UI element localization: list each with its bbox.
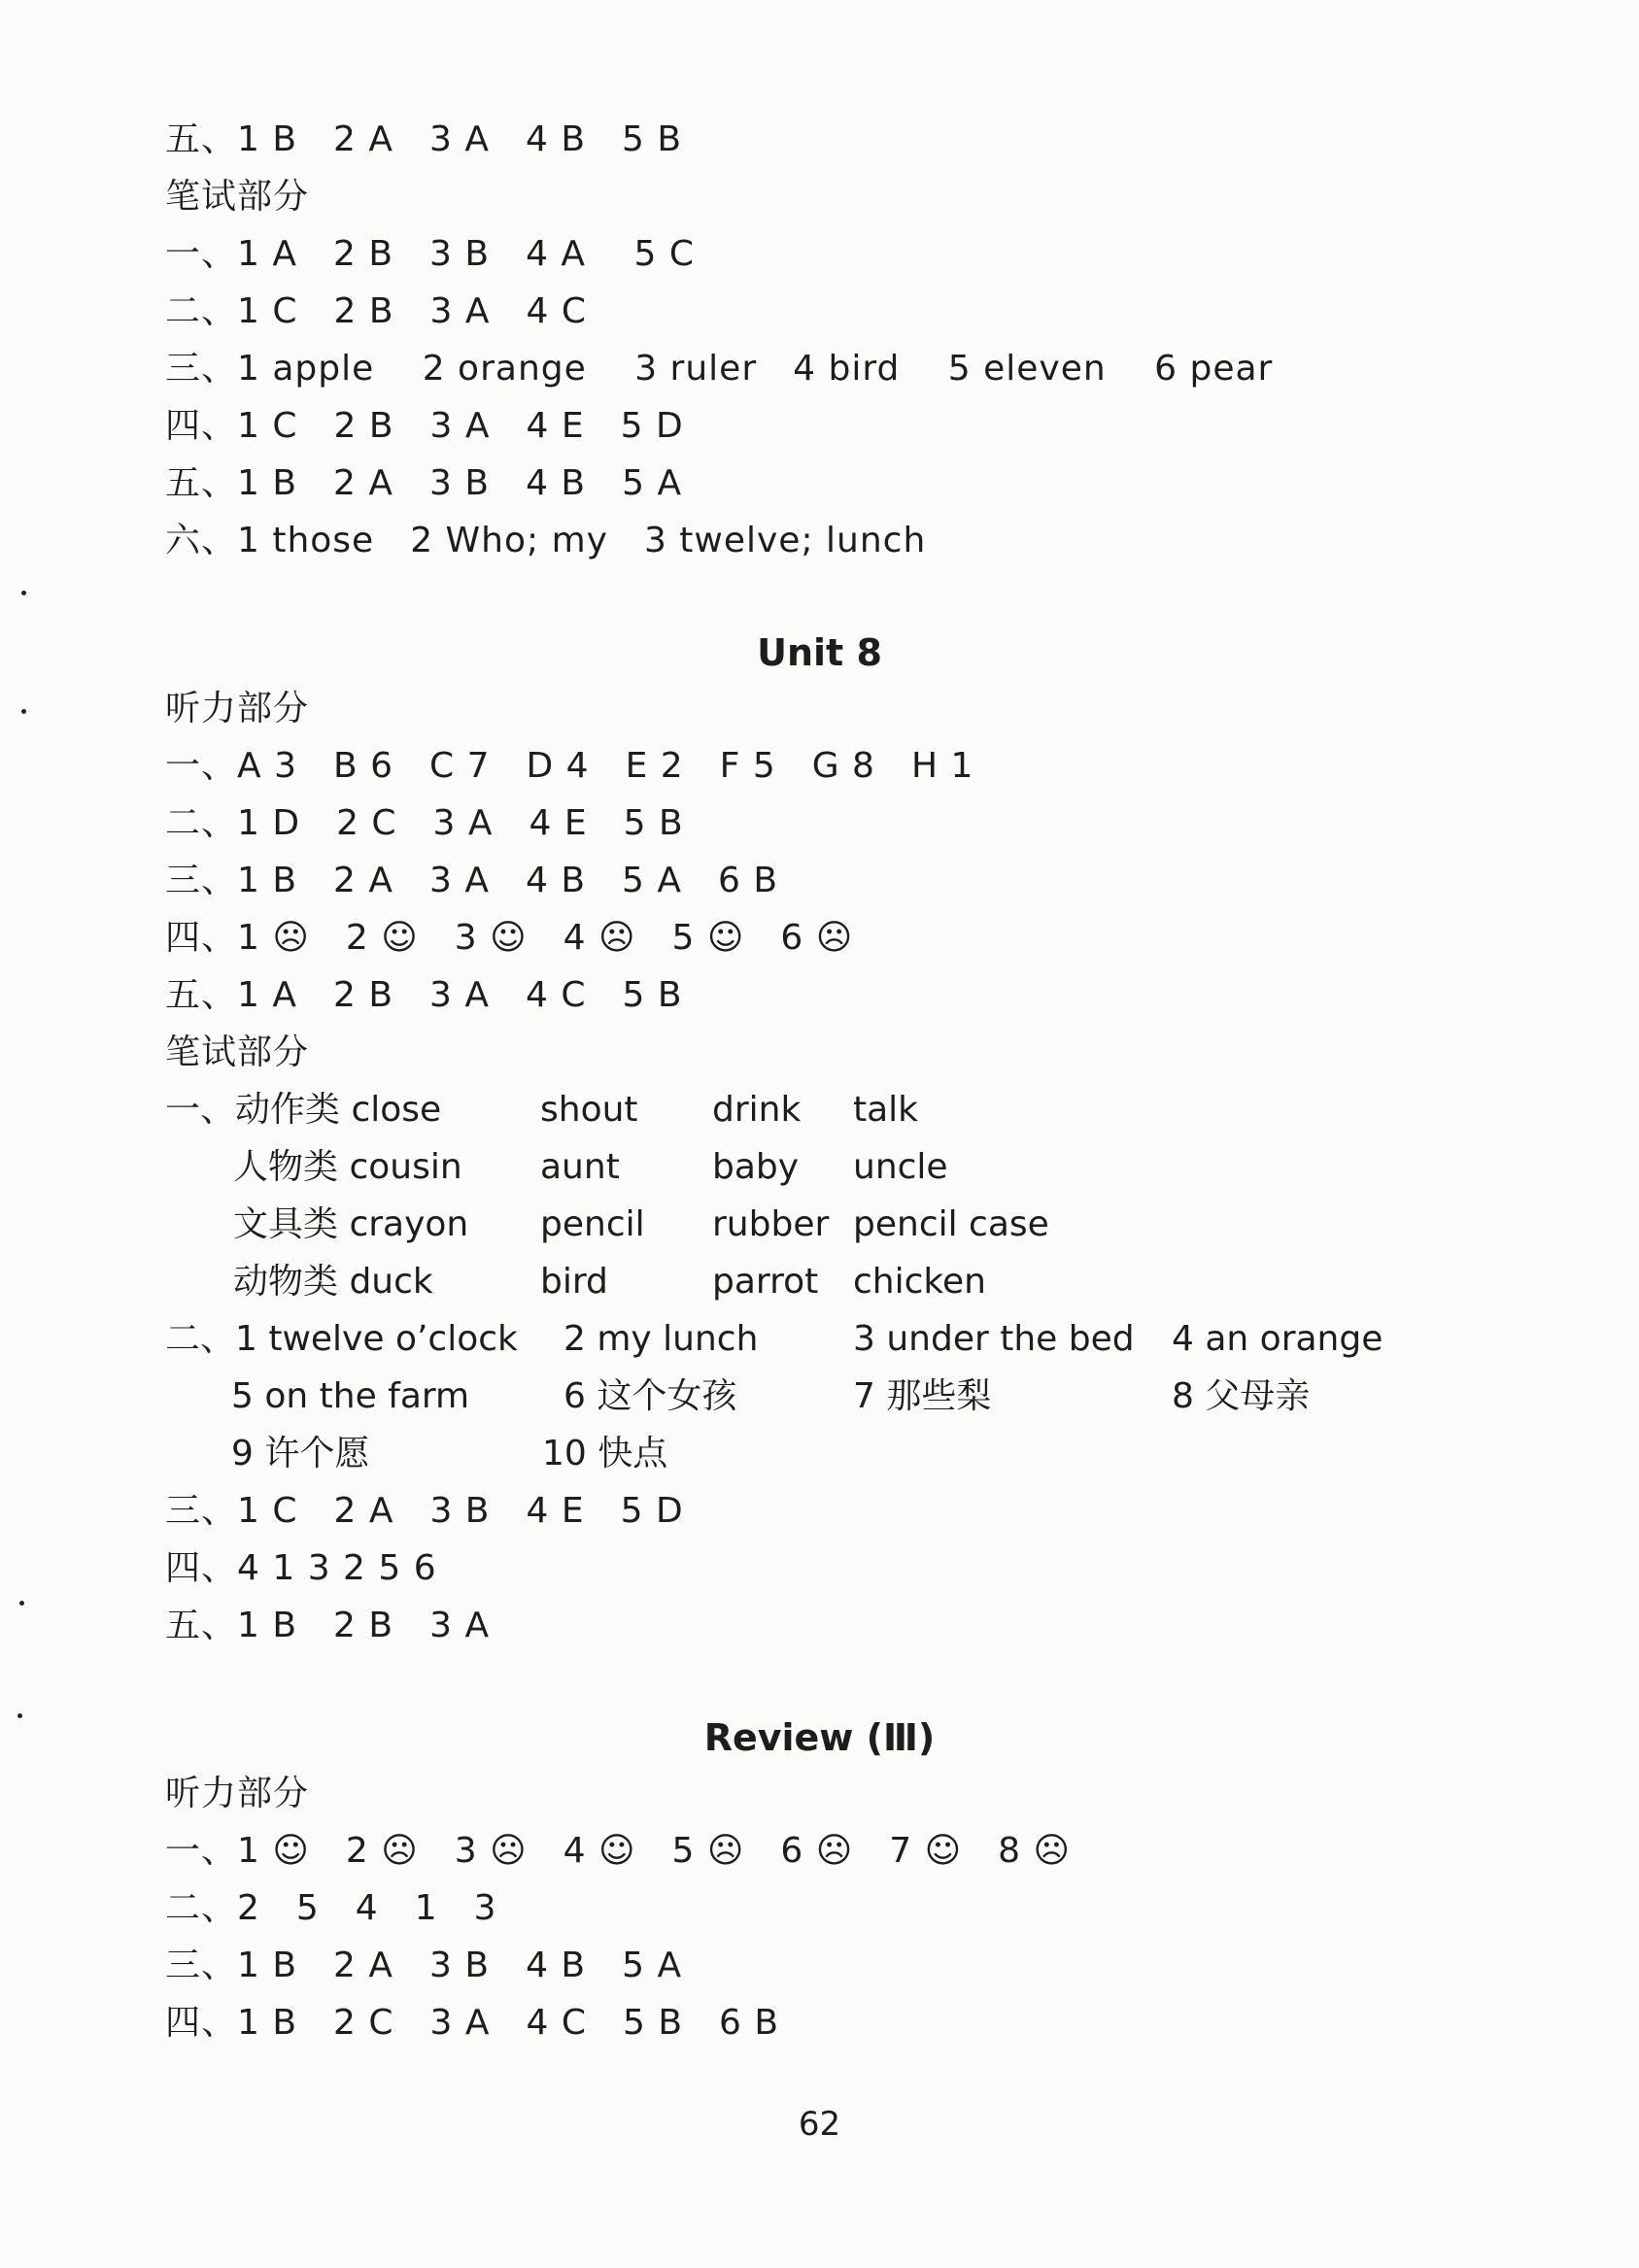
answer-line: 三、1 B 2 A 3 A 4 B 5 A 6 B xyxy=(165,861,779,900)
margin-mark xyxy=(17,1713,22,1718)
unit-heading: Unit 8 xyxy=(757,631,882,674)
phrase-answer: 9 许个愿 xyxy=(231,1434,370,1473)
table-cell: pencil case xyxy=(853,1204,1049,1244)
phrase-answer: 2 my lunch xyxy=(563,1319,759,1359)
phrase-answer: 二、1 twelve o’clock xyxy=(165,1319,518,1359)
table-cell: 人物类 cousin xyxy=(233,1147,462,1187)
table-cell: 一、动作类 close xyxy=(165,1090,442,1130)
answer-line: 五、1 A 2 B 3 A 4 C 5 B xyxy=(165,975,683,1015)
table-cell: 动物类 duck xyxy=(233,1262,433,1302)
answer-line: 二、2 5 4 1 3 xyxy=(165,1888,497,1928)
section-label: 笔试部分 xyxy=(165,177,310,217)
table-cell: drink xyxy=(712,1090,802,1130)
table-cell: uncle xyxy=(853,1147,948,1187)
table-cell: bird xyxy=(540,1262,608,1302)
phrase-answer: 4 an orange xyxy=(1172,1319,1383,1359)
answer-line: 一、1 A 2 B 3 B 4 A 5 C xyxy=(165,234,695,274)
section-label: 听力部分 xyxy=(165,689,310,728)
table-cell: baby xyxy=(712,1147,800,1187)
page-number: 62 xyxy=(798,2105,841,2144)
answer-line: 三、1 C 2 A 3 B 4 E 5 D xyxy=(165,1491,684,1531)
table-cell: shout xyxy=(540,1090,638,1130)
answer-line: 一、1 ☺ 2 ☹ 3 ☹ 4 ☺ 5 ☹ 6 ☹ 7 ☺ 8 ☹ xyxy=(165,1831,1072,1871)
review-heading: Review (Ⅲ) xyxy=(703,1716,936,1759)
table-cell: chicken xyxy=(853,1262,986,1302)
answer-line: 五、1 B 2 A 3 B 4 B 5 A xyxy=(165,463,683,503)
answer-line: 三、1 apple 2 orange 3 ruler 4 bird 5 eleven 6 pear xyxy=(165,349,1274,389)
answer-line: 四、1 ☹ 2 ☺ 3 ☺ 4 ☹ 5 ☺ 6 ☹ xyxy=(165,918,854,958)
margin-mark xyxy=(19,1601,24,1606)
table-cell: parrot xyxy=(712,1262,819,1302)
table-cell: aunt xyxy=(540,1147,620,1187)
phrase-answer: 3 under the bed xyxy=(853,1319,1135,1359)
section-label: 笔试部分 xyxy=(165,1032,310,1072)
table-cell: 文具类 crayon xyxy=(233,1204,469,1244)
answer-line: 二、1 C 2 B 3 A 4 C xyxy=(165,291,587,331)
margin-mark xyxy=(21,709,26,714)
table-cell: talk xyxy=(853,1090,919,1130)
phrase-answer: 10 快点 xyxy=(542,1434,668,1473)
answer-line: 二、1 D 2 C 3 A 4 E 5 B xyxy=(165,803,684,843)
answer-line: 三、1 B 2 A 3 B 4 B 5 A xyxy=(165,1946,683,1985)
phrase-answer: 8 父母亲 xyxy=(1172,1376,1311,1416)
answer-line: 五、1 B 2 B 3 A xyxy=(165,1606,491,1645)
section-label: 听力部分 xyxy=(165,1774,310,1813)
margin-mark xyxy=(21,591,26,595)
answer-line: 六、1 those 2 Who; my 3 twelve; lunch xyxy=(165,521,927,560)
answer-line: 四、1 C 2 B 3 A 4 E 5 D xyxy=(165,406,684,446)
phrase-answer: 7 那些梨 xyxy=(853,1376,992,1416)
answer-line: 五、1 B 2 A 3 A 4 B 5 B xyxy=(165,119,683,159)
table-cell: rubber xyxy=(712,1204,830,1244)
table-cell: pencil xyxy=(540,1204,645,1244)
answer-line: 一、A 3 B 6 C 7 D 4 E 2 F 5 G 8 H 1 xyxy=(165,746,974,786)
phrase-answer: 6 这个女孩 xyxy=(563,1376,737,1416)
answer-line: 四、4 1 3 2 5 6 xyxy=(165,1548,437,1588)
answer-line: 四、1 B 2 C 3 A 4 C 5 B 6 B xyxy=(165,2003,780,2043)
phrase-answer: 5 on the farm xyxy=(231,1376,470,1416)
